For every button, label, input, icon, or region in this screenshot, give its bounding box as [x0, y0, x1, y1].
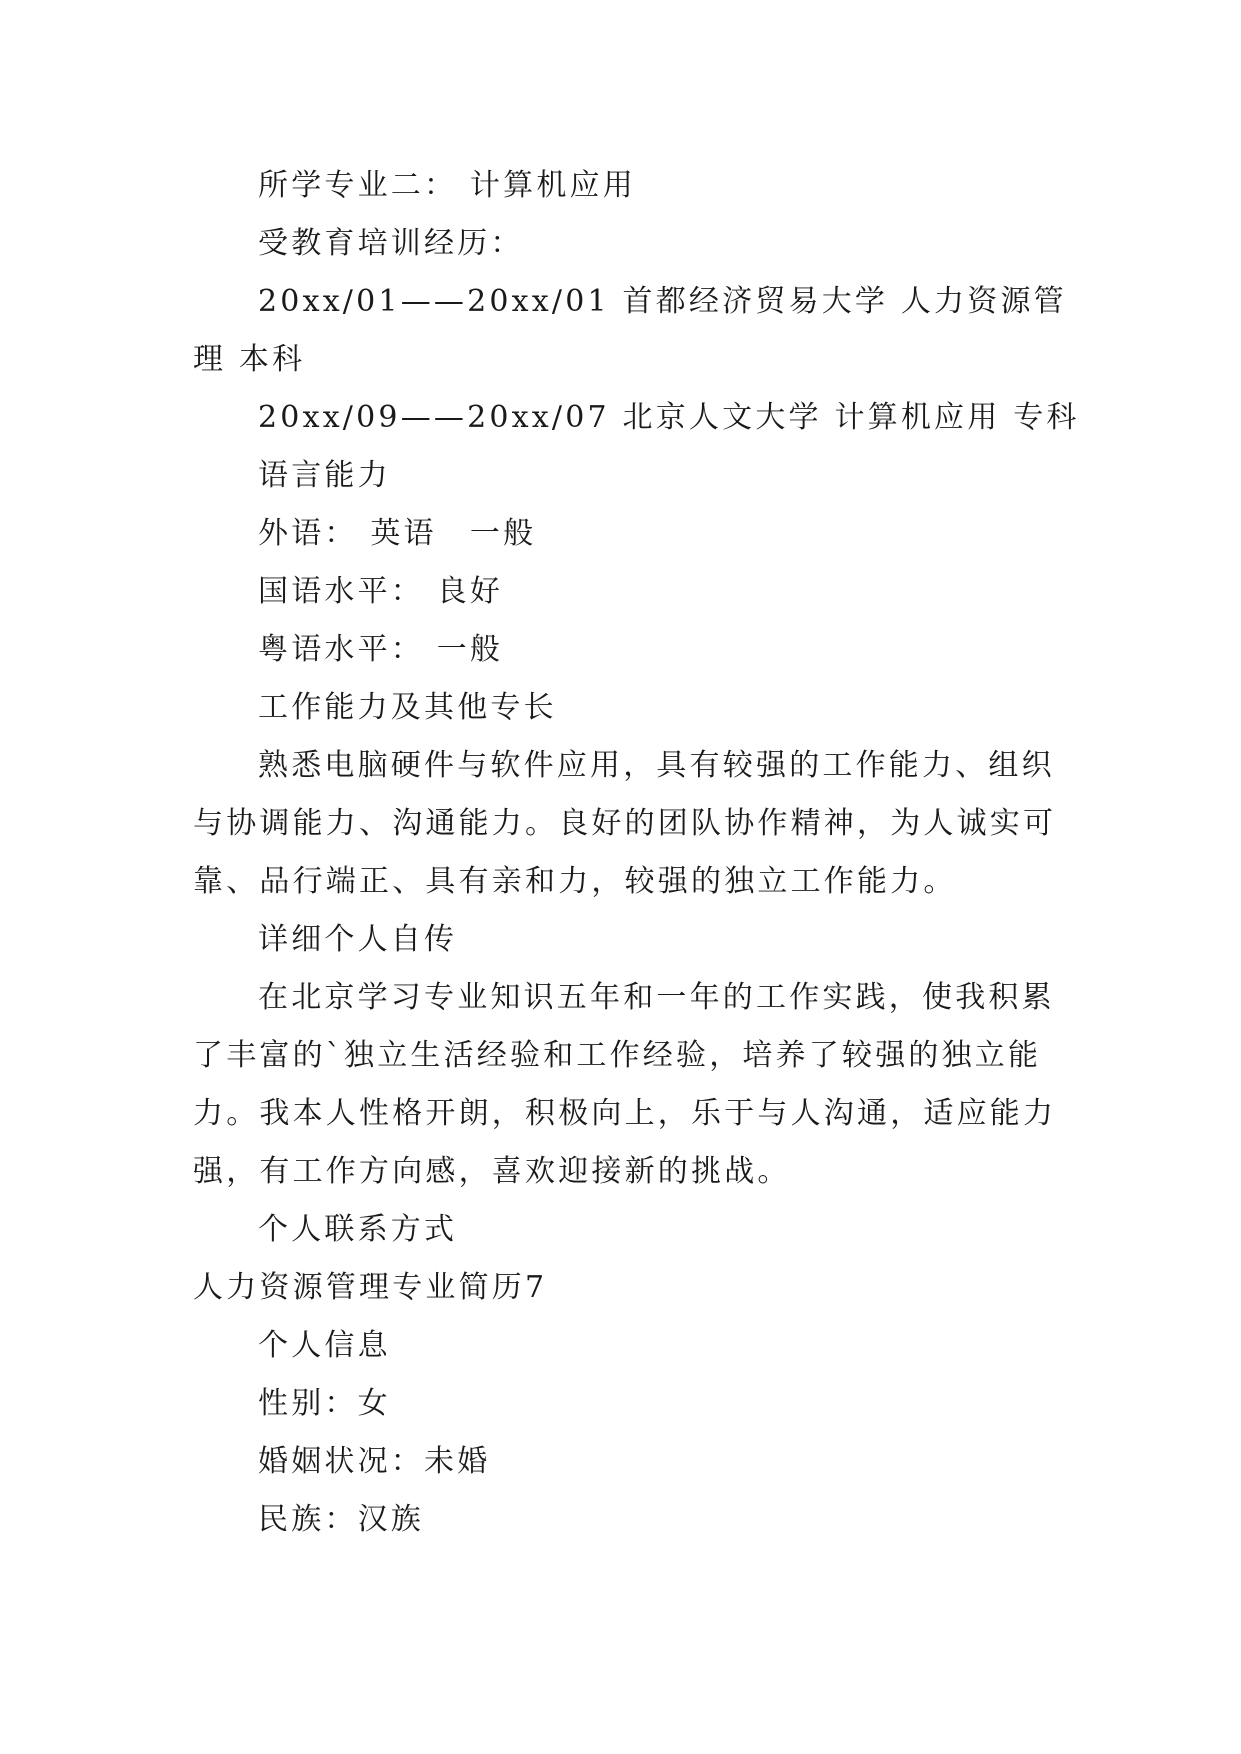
- gender-line: 性别：女: [258, 1386, 391, 1421]
- autobiography-line-4: 强，有工作方向感，喜欢迎接新的挑战。: [193, 1154, 791, 1189]
- major-two-line: 所学专业二： 计算机应用: [258, 168, 636, 203]
- skills-paragraph-line-2: 与协调能力、沟通能力。良好的团队协作精神，为人诚实可: [193, 806, 1057, 841]
- mandarin-level-line: 国语水平： 良好: [258, 574, 504, 609]
- autobiography-heading: 详细个人自传: [258, 922, 458, 957]
- foreign-language-line: 外语： 英语 一般: [258, 516, 537, 551]
- marital-status-line: 婚姻状况：未婚: [258, 1444, 491, 1479]
- autobiography-line-2: 了丰富的`独立生活经验和工作经验，培养了较强的独立能: [193, 1038, 1042, 1073]
- autobiography-line-3: 力。我本人性格开朗，积极向上，乐于与人沟通，适应能力: [193, 1096, 1057, 1131]
- education-entry-1-cont: 理 本科: [193, 342, 306, 377]
- cantonese-level-line: 粤语水平： 一般: [258, 632, 504, 667]
- language-heading: 语言能力: [258, 458, 391, 493]
- skills-paragraph-line-3: 靠、品行端正、具有亲和力，较强的独立工作能力。: [193, 864, 957, 899]
- section-title: 人力资源管理专业简历7: [193, 1270, 548, 1305]
- autobiography-line-1: 在北京学习专业知识五年和一年的工作实践，使我积累: [258, 980, 1055, 1015]
- personal-info-heading: 个人信息: [258, 1328, 391, 1363]
- contact-heading: 个人联系方式: [258, 1212, 458, 1247]
- education-heading: 受教育培训经历：: [258, 226, 524, 261]
- education-entry-2: 20xx/09——20xx/07 北京人文大学 计算机应用 专科: [258, 400, 1080, 435]
- education-entry-1: 20xx/01——20xx/01 首都经济贸易大学 人力资源管: [258, 284, 1067, 319]
- skills-paragraph-line-1: 熟悉电脑硬件与软件应用，具有较强的工作能力、组织: [258, 748, 1055, 783]
- ethnicity-line: 民族：汉族: [258, 1502, 424, 1537]
- skills-heading: 工作能力及其他专长: [258, 690, 557, 725]
